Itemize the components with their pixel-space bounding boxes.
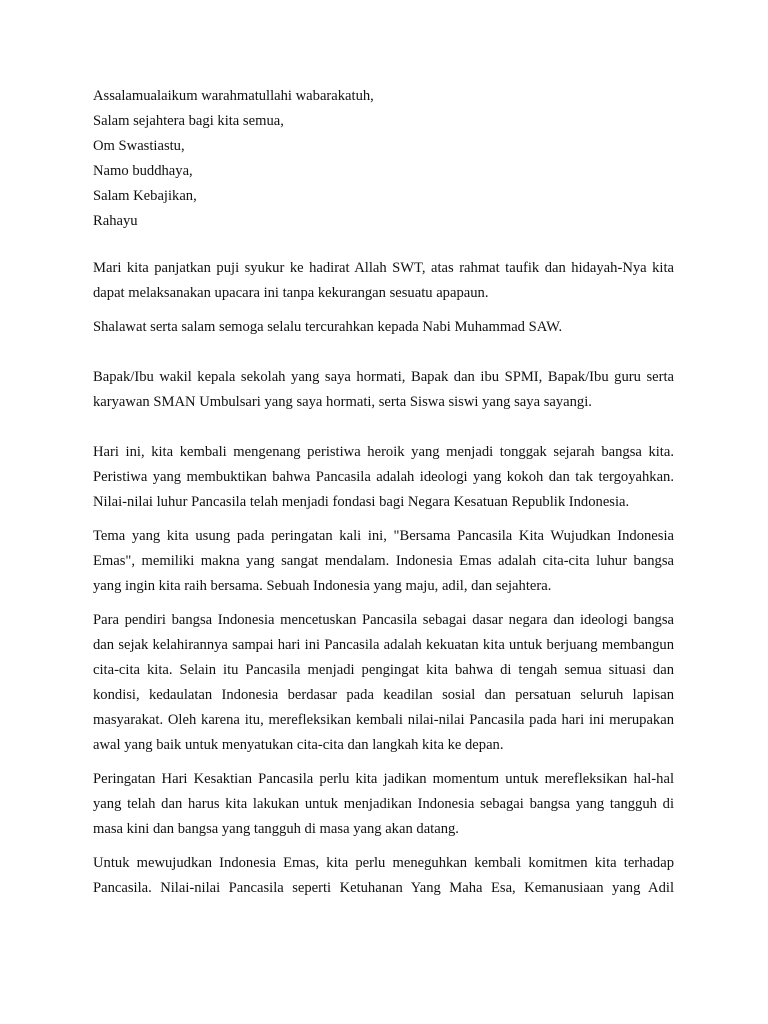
greeting-line: Namo buddhaya, xyxy=(93,163,193,179)
document-page xyxy=(93,84,674,901)
paragraph-theme: Tema yang kita usung pada peringatan kali ini, "Bersama Pancasila Kita Wujudkan Indonesia Emas", memiliki makna yang sangat mendalam. Indonesia Emas adalah cita-cita luhur bangsa yang ingin kita raih bersama. Sebuah Indonesia yang maju, adil, dan sejahtera. xyxy=(93,528,674,594)
paragraph-gratitude: Mari kita panjatkan puji syukur ke hadirat Allah SWT, atas rahmat taufik dan hidayah-Nya kita dapat melaksanakan upacara ini tanpa kekurangan sesuatu apapaun. xyxy=(93,260,674,301)
paragraph-history: Hari ini, kita kembali mengenang peristiwa heroik yang menjadi tonggak sejarah bangsa kita. Peristiwa yang membuktikan bahwa Pancasila adalah ideologi yang kokoh dan tak tergoyahkan. Nilai-nilai luhur Pancasila telah menjadi fondasi bagi Negara Kesatuan Republik Indonesia. xyxy=(93,444,674,510)
greeting-line: Salam sejahtera bagi kita semua, xyxy=(93,113,284,129)
greetings-block xyxy=(93,84,674,234)
paragraph-shalawat: Shalawat serta salam semoga selalu tercurahkan kepada Nabi Muhammad SAW. xyxy=(93,319,563,335)
paragraph-founders: Para pendiri bangsa Indonesia mencetuskan Pancasila sebagai dasar negara dan ideologi bangsa dan sejak kelahirannya sampai hari ini Pancasila adalah kekuatan kita untuk berjuang membangun cita-cita kita. Selain itu Pancasila menjadi pengingat kita bahwa di tengah semua situasi dan kondisi, kedaulatan Indonesia berdasar pada keadilan sosial dan persatuan seluruh lapisan masyarakat. Oleh karena itu, merefleksikan kembali nilai-nilai Pancasila pada hari ini merupakan awal yang baik untuk menyatukan cita-cita dan langkah kita ke depan. xyxy=(93,612,674,753)
greeting-line: Om Swastiastu, xyxy=(93,138,185,154)
greeting-line: Salam Kebajikan, xyxy=(93,188,197,204)
greeting-line: Rahayu xyxy=(93,213,138,229)
paragraph-address: Bapak/Ibu wakil kepala sekolah yang saya hormati, Bapak dan ibu SPMI, Bapak/Ibu guru serta karyawan SMAN Umbulsari yang saya hormati, serta Siswa siswi yang saya sayangi. xyxy=(93,369,674,410)
greeting-line: Assalamualaikum warahmatullahi wabarakatuh, xyxy=(93,88,374,104)
paragraph-commemoration: Peringatan Hari Kesaktian Pancasila perlu kita jadikan momentum untuk merefleksikan hal-hal yang telah dan harus kita lakukan untuk menjadikan Indonesia sebagai bangsa yang tangguh di masa kini dan bangsa yang tangguh di masa yang akan datang. xyxy=(93,771,674,837)
paragraph-indonesia-emas: Untuk mewujudkan Indonesia Emas, kita perlu meneguhkan kembali komitmen kita terhadap Pancasila. Nilai-nilai Pancasila seperti Ketuhanan Yang Maha Esa, Kemanusiaan yang Adil xyxy=(93,855,674,896)
